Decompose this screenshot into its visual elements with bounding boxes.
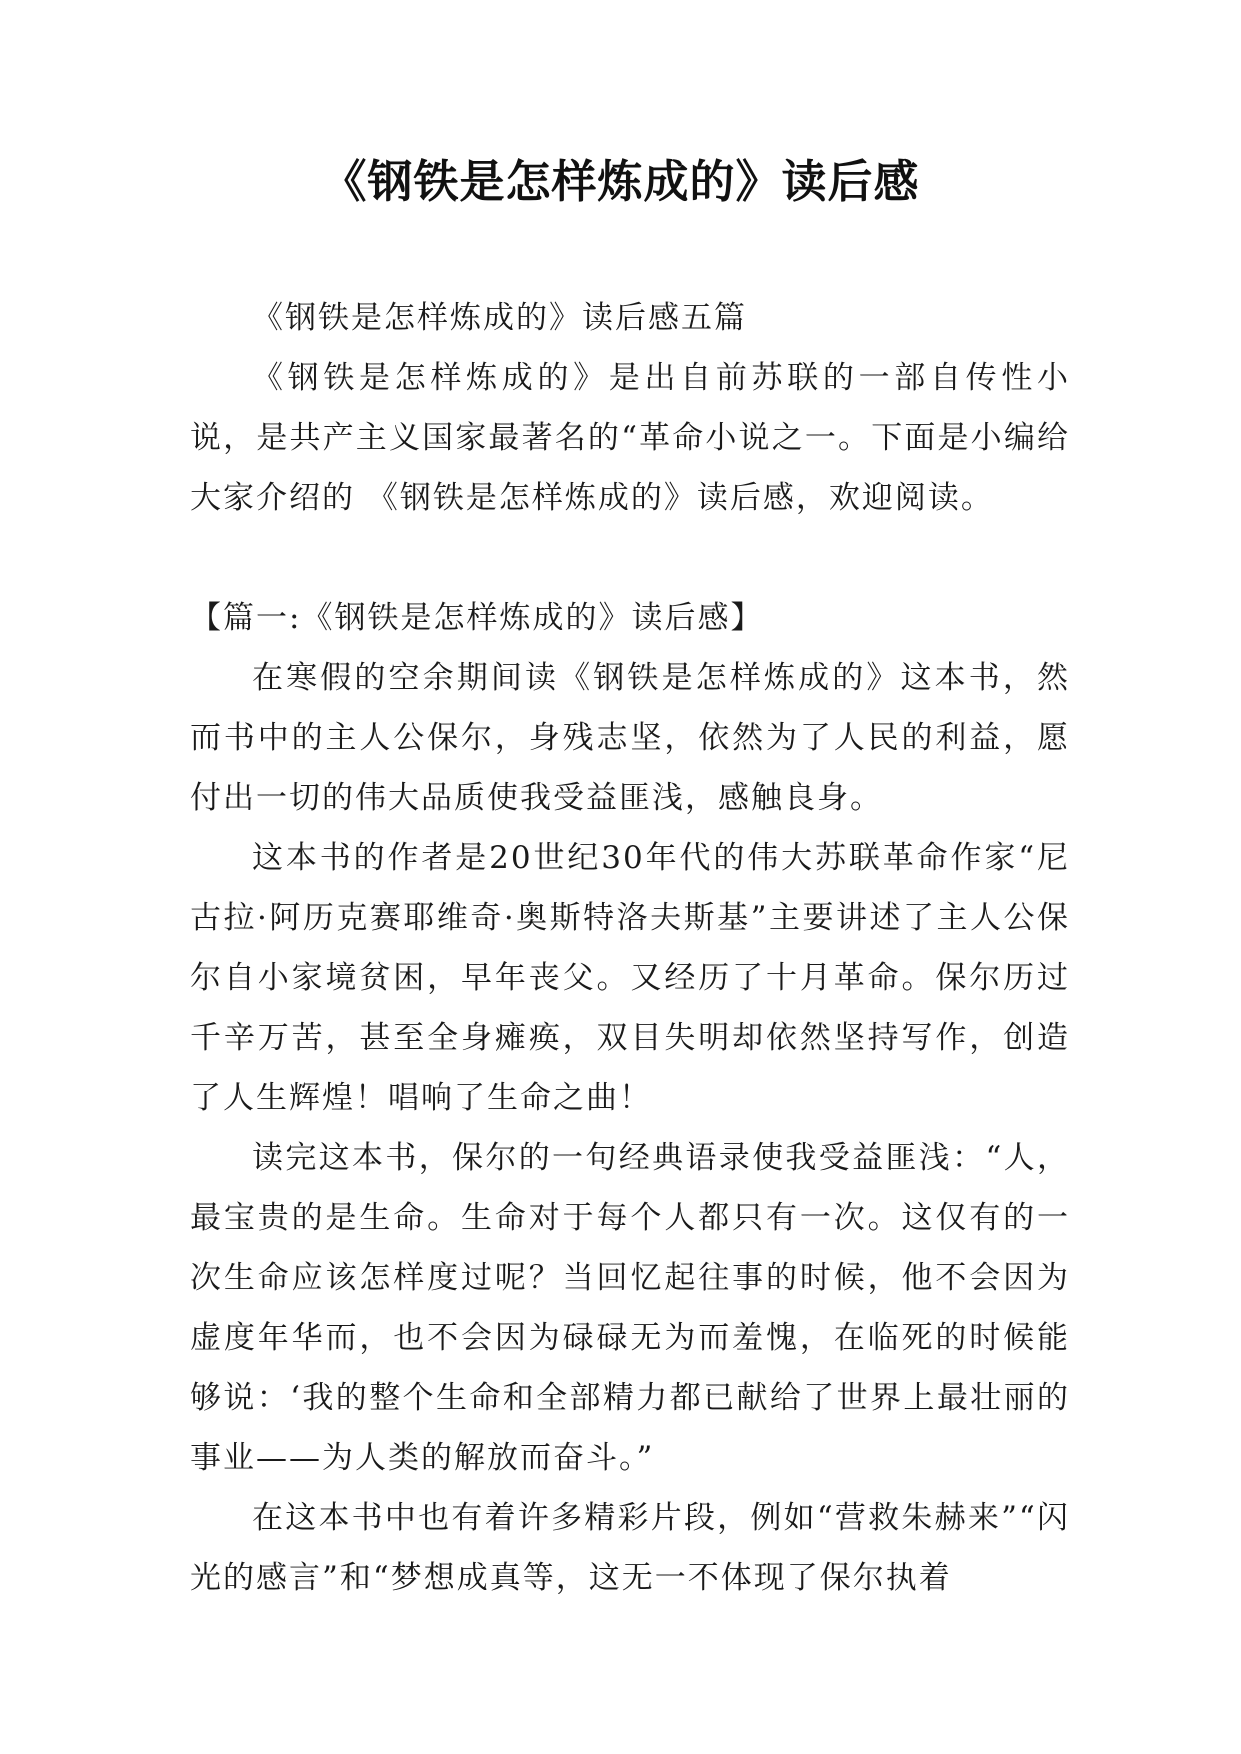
document-body: [190, 288, 1070, 1608]
subtitle-line: 《钢铁是怎样炼成的》读后感五篇: [252, 300, 747, 336]
document-title: 《钢铁是怎样炼成的》读后感: [321, 155, 920, 208]
body-paragraph-1: 在寒假的空余期间读《钢铁是怎样炼成的》这本书，然而书中的主人公保尔，身残志坚，依然为了人民的利益，愿付出一切的伟大品质使我受益匪浅，感触良身。: [190, 660, 1070, 816]
body-paragraph-4: 在这本书中也有着许多精彩片段，例如“营救朱赫来”“闪光的感言”和“梦想成真等，这无一不体现了保尔执着: [190, 1500, 1070, 1596]
body-paragraph-3: 读完这本书，保尔的一句经典语录使我受益匪浅：“人，最宝贵的是生命。生命对于每个人都只有一次。这仅有的一次生命应该怎样度过呢？当回忆起往事的时候，他不会因为虚度年华而，也不会因为碌碌无为而羞愧，在临死的时候能够说：‘我的整个生命和全部精力都已献给了世界上最壮丽的事业——为人类的解放而奋斗。”: [190, 1140, 1070, 1476]
section-heading: 【篇一:《钢铁是怎样炼成的》读后感】: [190, 600, 764, 636]
body-paragraph-2: 这本书的作者是20世纪30年代的伟大苏联革命作家“尼古拉·阿历克赛耶维奇·奥斯特洛夫斯基”主要讲述了主人公保尔自小家境贫困，早年丧父。又经历了十月革命。保尔历过千辛万苦，甚至全身瘫痪，双目失明却依然坚持写作，创造了人生辉煌！唱响了生命之曲！: [190, 840, 1070, 1116]
section-spacer: [190, 528, 1070, 588]
intro-paragraph: 《钢铁是怎样炼成的》是出自前苏联的一部自传性小说，是共产主义国家最著名的“革命小说之一。下面是小编给大家介绍的 《钢铁是怎样炼成的》读后感，欢迎阅读。: [190, 360, 1070, 516]
